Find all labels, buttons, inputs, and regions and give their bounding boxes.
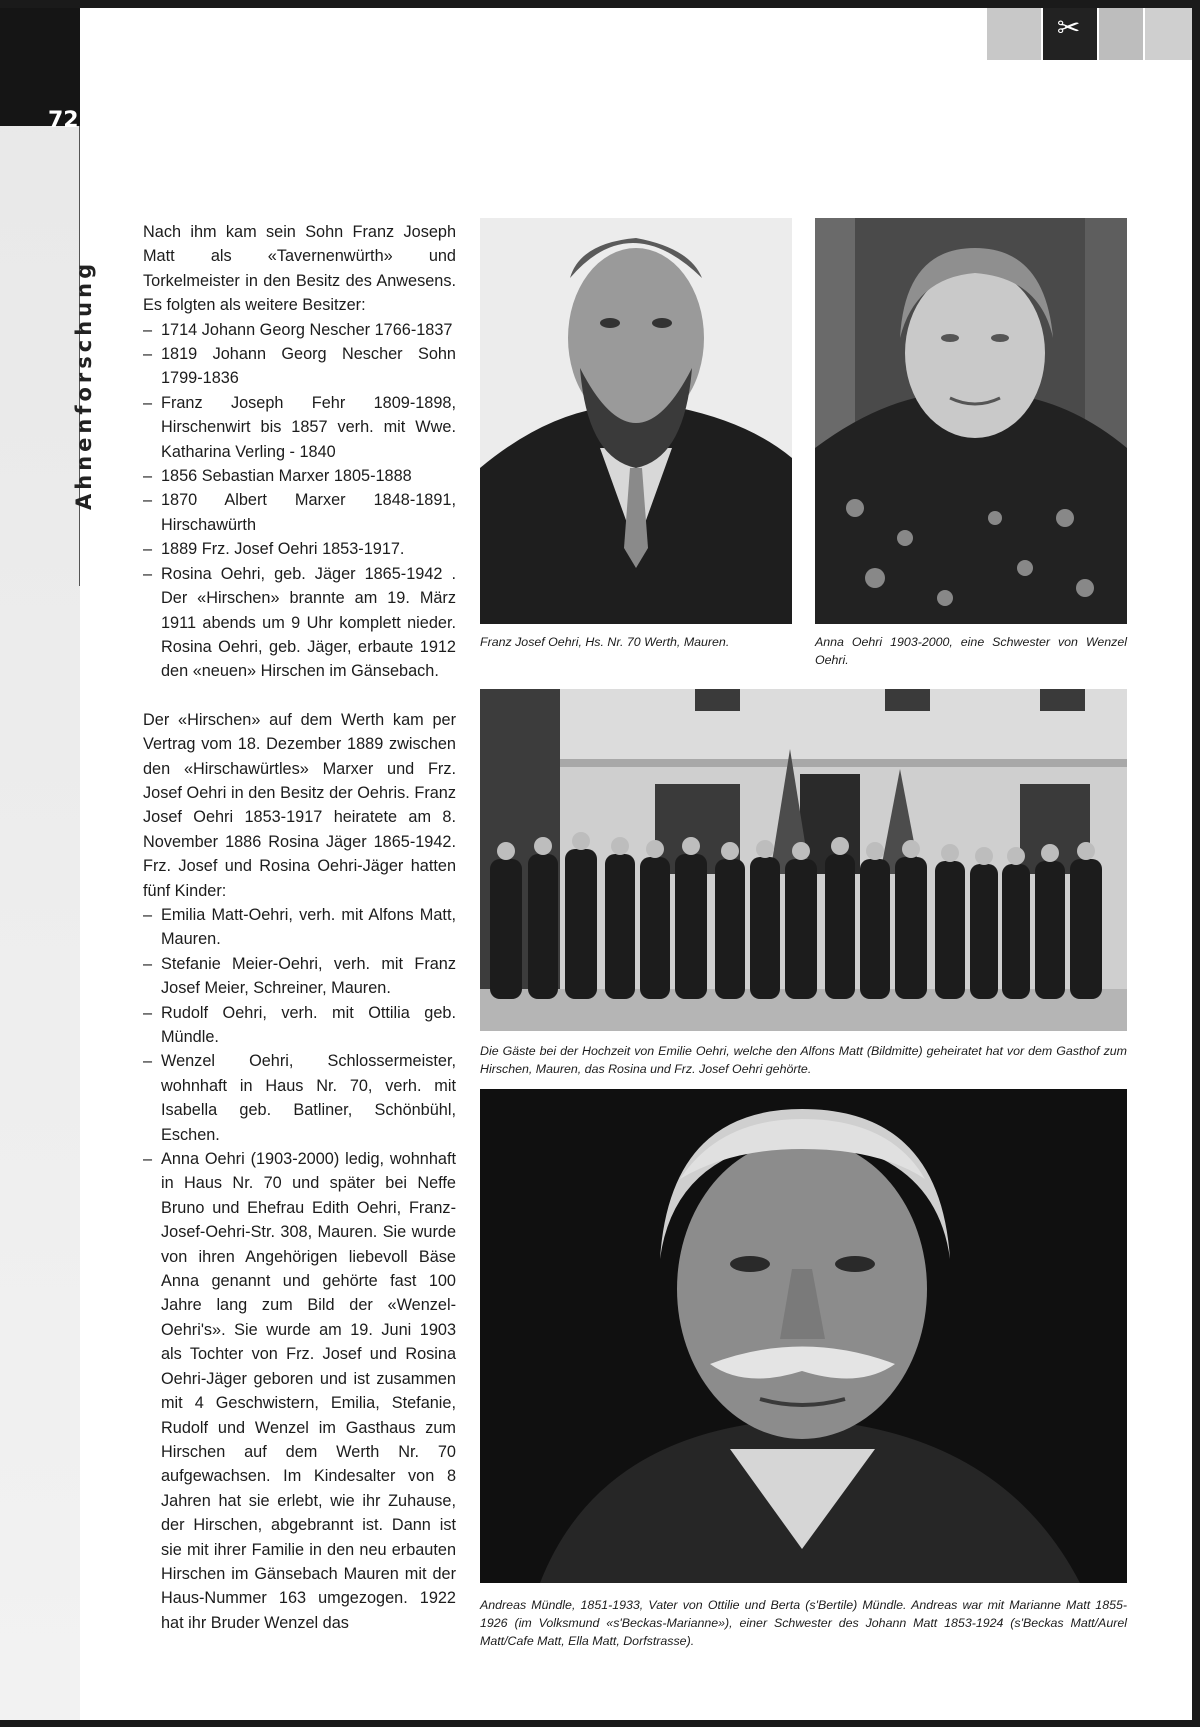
list-item: – Rudolf Oehri, verh. mit Ottilia geb. Mündle. bbox=[143, 1001, 456, 1050]
photo-andreas-muendle bbox=[480, 1089, 1127, 1583]
photo-wedding-guests bbox=[480, 689, 1127, 1031]
photo-anna-oehri bbox=[815, 218, 1127, 624]
list-item: – Stefanie Meier-Oehri, verh. mit Franz Josef Meier, Schreiner, Mauren. bbox=[143, 952, 456, 1001]
document-page bbox=[0, 8, 1192, 1720]
list-item: – 1870 Albert Marxer 1848-1891, Hirschawürth bbox=[143, 488, 456, 537]
section-label: Ahnenforschung bbox=[72, 259, 96, 510]
list-item: – 1819 Johann Georg Nescher Sohn 1799-1836 bbox=[143, 342, 456, 391]
caption-andreas: Andreas Mündle, 1851-1933, Vater von Ottilie und Berta (s'Bertile) Mündle. Andreas war mit Marianne Matt 1855-1926 (im Volksmund «s'Beckas-Marianne»), einer Schwester des Johann Matt 1853-1924 (s'Beckas Matt/Aurel Matt/Cafe Matt, Ella Matt, Dorfstrasse). bbox=[480, 1598, 1127, 1648]
list-item: – Franz Joseph Fehr 1809-1898, Hirschenwirt bis 1857 verh. mit Wwe. Katharina Verling - 1840 bbox=[143, 391, 456, 464]
list-item: – 1889 Frz. Josef Oehri 1853-1917. bbox=[143, 537, 456, 561]
article-text-column bbox=[143, 220, 456, 1635]
corner-tab-strip bbox=[985, 8, 1192, 60]
list-item: – Rosina Oehri, geb. Jäger 1865-1942 . Der «Hirschen» brannte am 19. März 1911 abends um 9 Uhr komplett nieder. Rosina Oehri, geb. Jäger, erbaute 1912 den «neuen» Hirschen im Gänsebach. bbox=[143, 562, 456, 684]
page-number: 72 bbox=[48, 108, 79, 133]
left-margin-band bbox=[0, 8, 80, 1720]
caption-anna: Anna Oehri 1903-2000, eine Schwester von Wenzel Oehri. bbox=[815, 635, 1127, 667]
list-item: – Anna Oehri (1903-2000) ledig, wohnhaft in Haus Nr. 70 und später bei Neffe Bruno und Ehefrau Edith Oehri, Franz-Josef-Oehri-Str. 308, Mauren. Sie wurde von ihren Angehörigen liebevoll Bäse Anna genannt und gehörte fast 100 Jahre lang zum Bild der «Wenzel-Oehri's». Sie wurde am 19. Juni 1903 als Tochter von Frz. Josef und Rosina Oehri-Jäger geboren und ist zusammen mit 4 Geschwistern, Emilia, Stefanie, Rudolf und Wenzel im Gasthaus zum Hirschen auf dem Werth Nr. 70 aufgewachsen. Im Kindesalter von 8 Jahren hat sie erlebt, wie ihr Zuhause, der Hirschen, abgebrannt ist. Dann ist sie mit ihrer Familie in den neu erbauten Hirschen im Gänsebach Mauren mit der Haus-Nummer 163 umgezogen. 1922 hat ihr Bruder Wenzel das bbox=[143, 1147, 456, 1635]
list-item: – 1714 Johann Georg Nescher 1766-1837 bbox=[143, 318, 456, 342]
intro-paragraph: Nach ihm kam sein Sohn Franz Joseph Matt als «Tavernenwürth» und Torkelmeister in den Besitz des Anwesens. Es folgten als weitere Besitzer: bbox=[143, 223, 456, 315]
list-item: – Wenzel Oehri, Schlossermeister, wohnhaft in Haus Nr. 70, verh. mit Isabella geb. Batliner, Schönbühl, Eschen. bbox=[143, 1049, 456, 1147]
scissors-icon: ✂ bbox=[1056, 12, 1081, 43]
second-paragraph: Der «Hirschen» auf dem Werth kam per Vertrag vom 18. Dezember 1889 zwischen den «Hirschawürtles» Marxer und Frz. Josef Oehri in den Besitz der Oehris. Franz Josef Oehri 1853-1917 heiratete am 8. November 1886 Rosina Jäger 1865-1942. Frz. Josef und Rosina Oehri-Jäger hatten fünf Kinder: bbox=[143, 710, 456, 900]
caption-wedding: Die Gäste bei der Hochzeit von Emilie Oehri, welche den Alfons Matt (Bildmitte) geheiratet hat vor dem Gasthof zum Hirschen, Mauren, das Rosina und Frz. Josef Oehri gehörte. bbox=[480, 1044, 1127, 1076]
list-item: – 1856 Sebastian Marxer 1805-1888 bbox=[143, 464, 456, 488]
list-item: – Emilia Matt-Oehri, verh. mit Alfons Matt, Mauren. bbox=[143, 903, 456, 952]
caption-franz: Franz Josef Oehri, Hs. Nr. 70 Werth, Mauren. bbox=[480, 635, 730, 649]
owners-list bbox=[143, 318, 456, 684]
children-list bbox=[143, 903, 456, 1635]
photo-franz-josef-oehri bbox=[480, 218, 792, 624]
